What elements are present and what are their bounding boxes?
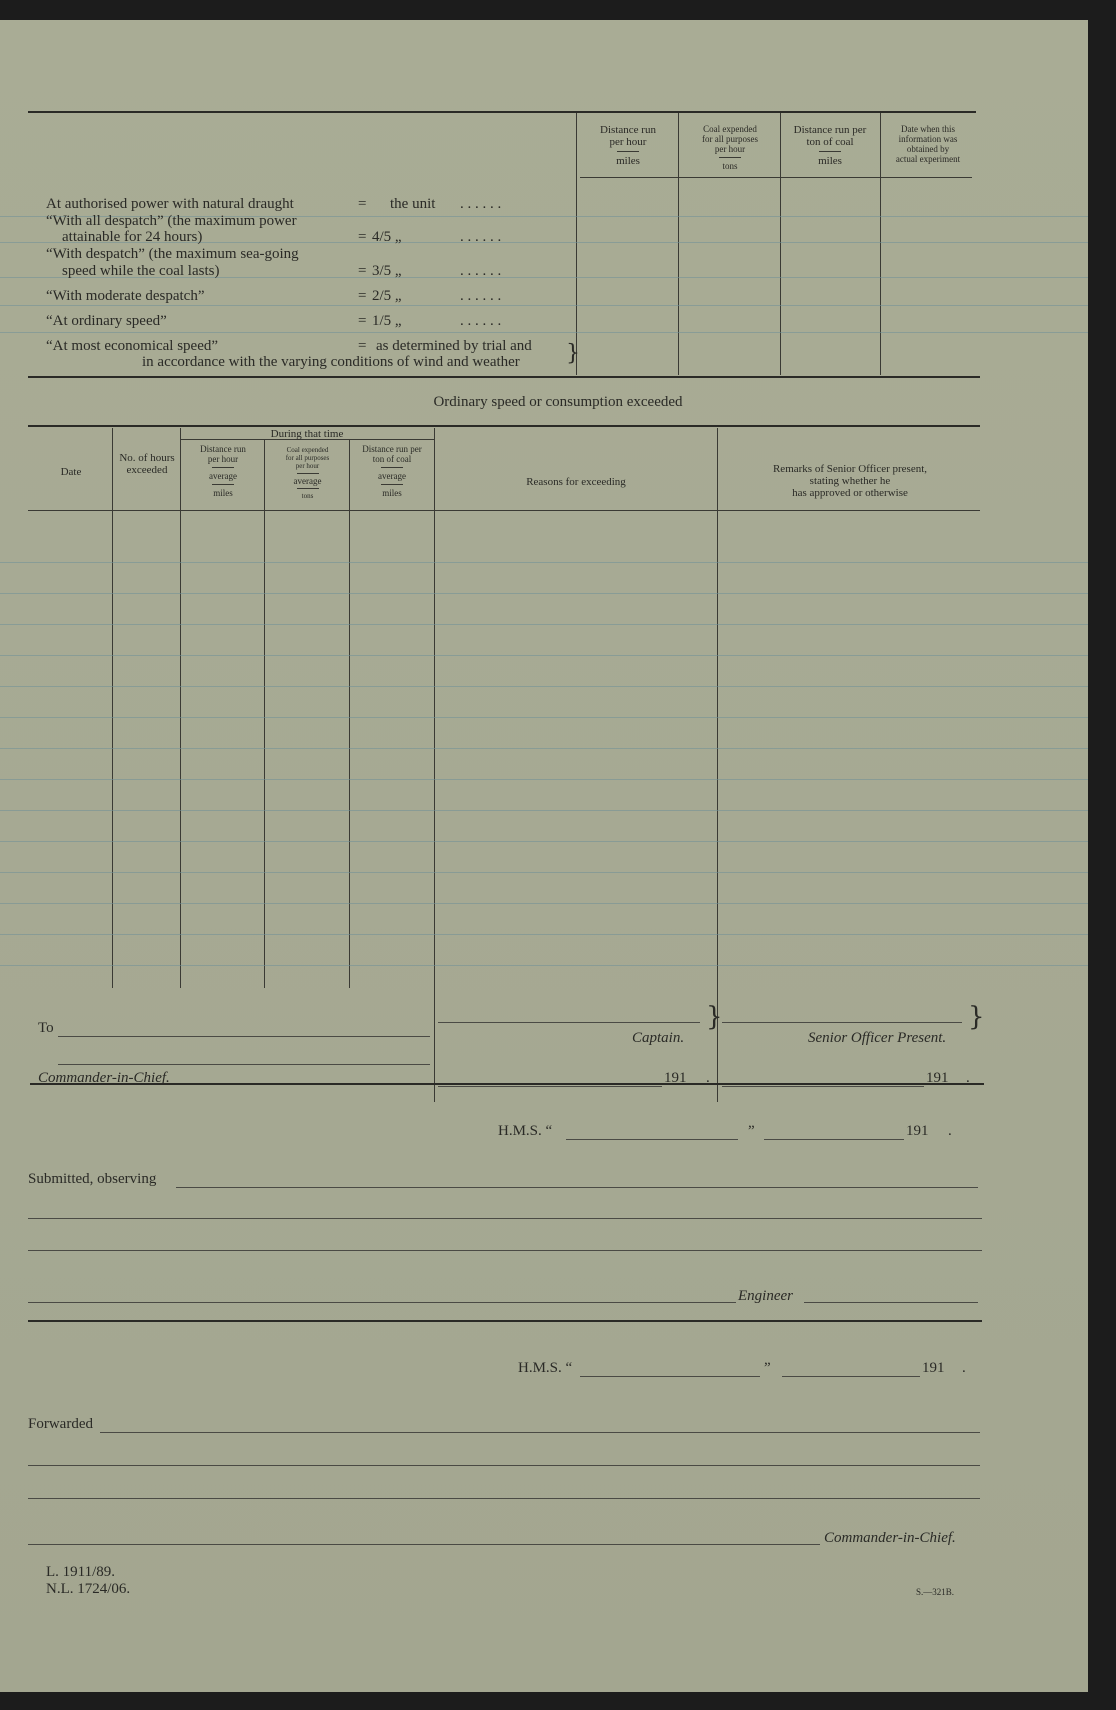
col-header-hours: No. of hours exceeded — [119, 452, 175, 476]
engineer-label: Engineer — [738, 1288, 793, 1304]
senior-year: 191 — [926, 1070, 949, 1086]
forwarding-year: 191 — [922, 1360, 945, 1376]
row-label-all-despatch: “With all despatch” (the maximum power — [46, 213, 297, 229]
eq-sign: = — [358, 229, 367, 245]
col-divider-1 — [576, 113, 577, 375]
senior-officer-label: Senior Officer Present. — [808, 1030, 947, 1046]
ship-name-line-2[interactable] — [580, 1376, 760, 1377]
col-divider-2 — [678, 113, 679, 375]
forwarded-line-3[interactable] — [28, 1498, 980, 1499]
eq-sign: = — [358, 263, 367, 279]
captain-label: Captain. — [632, 1030, 685, 1046]
col-header-coal-per-hour: Coal expended for all purposes per hour average tons — [285, 446, 330, 500]
date-line-1[interactable] — [764, 1139, 904, 1140]
row-label-moderate: “With moderate despatch” — [46, 288, 205, 304]
row-value-all-despatch: 4/5 „ — [372, 229, 402, 245]
form-sheet — [0, 20, 1088, 1692]
period-mark: . — [962, 1360, 966, 1376]
senior-date-line[interactable] — [722, 1086, 924, 1087]
row-label-despatch-2: speed while the coal lasts) — [62, 263, 220, 279]
top-rule — [28, 111, 976, 113]
row-label-economical: “At most economical speed” — [46, 338, 219, 354]
observing-line-1[interactable] — [176, 1187, 978, 1188]
commander-label: Commander-in-Chief. — [38, 1070, 170, 1086]
captain-signature-line[interactable] — [438, 1022, 700, 1023]
leader-dots: . . . . . . — [460, 263, 502, 279]
header-underline — [580, 177, 972, 178]
captain-brace: } — [706, 1002, 723, 1032]
row-label-ordinary: “At ordinary speed” — [46, 313, 167, 329]
header-coal-per-hour: Coal expended for all purposes per hour tons — [702, 124, 758, 171]
reference-1: L. 1911/89. — [46, 1564, 116, 1580]
row-value-economical: as determined by trial and — [376, 338, 532, 354]
header-distance-per-hour: Distance run per hour miles — [600, 124, 656, 167]
row-label-all-despatch-2: attainable for 24 hours) — [62, 229, 203, 245]
submitted-label: Submitted, observing — [28, 1171, 157, 1187]
period-mark: . — [948, 1123, 952, 1139]
engineer-signature-line[interactable] — [28, 1302, 736, 1303]
header-distance-per-ton: Distance run per ton of coal miles — [793, 124, 867, 167]
forwarded-line-1[interactable] — [100, 1432, 980, 1433]
ship-name-line-1[interactable] — [566, 1139, 738, 1140]
close-quote: ” — [748, 1123, 755, 1139]
col-header-remarks: Remarks of Senior Officer present, stating whether he has approved or otherwise — [772, 463, 928, 499]
row-value-ordinary: 1/5 „ — [372, 313, 402, 329]
form-number: S.—321B. — [916, 1587, 955, 1597]
to-label: To — [38, 1020, 54, 1036]
submission-bottom-rule — [28, 1320, 982, 1322]
row-label-despatch: “With despatch” (the maximum sea-going — [46, 246, 299, 262]
observing-line-2[interactable] — [28, 1218, 982, 1219]
row-value-moderate: 2/5 „ — [372, 288, 402, 304]
eq-sign: = — [358, 313, 367, 329]
hms-label-1: H.M.S. “ — [498, 1123, 553, 1139]
date-line-2[interactable] — [782, 1376, 920, 1377]
row-label-economical-2: in accordance with the varying conditions of wind and weather — [142, 354, 520, 370]
senior-signature-line[interactable] — [722, 1022, 962, 1023]
lower-table-top-rule — [28, 425, 980, 427]
row-label-authorised: At authorised power with natural draught — [46, 196, 294, 212]
eq-sign: = — [358, 288, 367, 304]
leader-dots: . . . . . . — [460, 288, 502, 304]
row-value-despatch: 3/5 „ — [372, 263, 402, 279]
period-mark: . — [966, 1070, 970, 1086]
submission-year: 191 — [906, 1123, 929, 1139]
senior-brace: } — [968, 1002, 985, 1032]
brace-right: } — [566, 341, 580, 366]
section-title: Ordinary speed or consumption exceeded — [433, 394, 683, 410]
header-date-of-experiment: Date when this information was obtained by actual experiment — [895, 124, 961, 164]
close-quote: ” — [764, 1360, 771, 1376]
lower-header-underline — [28, 510, 980, 511]
leader-dots: . . . . . . — [460, 229, 502, 245]
top-table-bottom-rule — [28, 376, 980, 378]
col-header-date: Date — [60, 466, 82, 478]
forwarded-label: Forwarded — [28, 1416, 93, 1432]
group-header-during-time: During that time — [270, 428, 344, 440]
captain-year: 191 — [664, 1070, 687, 1086]
forwarded-line-2[interactable] — [28, 1465, 980, 1466]
to-line-2[interactable] — [58, 1064, 430, 1065]
engineer-trailing-line — [804, 1302, 978, 1303]
hms-label-2: H.M.S. “ — [518, 1360, 573, 1376]
reference-2: N.L. 1724/06. — [46, 1581, 131, 1597]
col-header-distance-per-ton: Distance run per ton of coal average miles — [362, 444, 422, 498]
captain-date-line[interactable] — [438, 1086, 662, 1087]
row-value-authorised: the unit — [390, 196, 436, 212]
eq-sign: = — [358, 196, 367, 212]
forwarding-commander-label: Commander-in-Chief. — [824, 1530, 956, 1546]
commander-signature-line[interactable] — [28, 1544, 820, 1545]
col-header-distance-per-hour: Distance run per hour average miles — [200, 444, 246, 498]
eq-sign: = — [358, 338, 367, 354]
observing-line-3[interactable] — [28, 1250, 982, 1251]
leader-dots: . . . . . . — [460, 196, 502, 212]
signature-bottom-rule — [30, 1083, 984, 1085]
col-header-reasons: Reasons for exceeding — [526, 476, 626, 488]
period-mark: . — [706, 1070, 710, 1086]
to-line[interactable] — [58, 1036, 430, 1037]
leader-dots: . . . . . . — [460, 313, 502, 329]
